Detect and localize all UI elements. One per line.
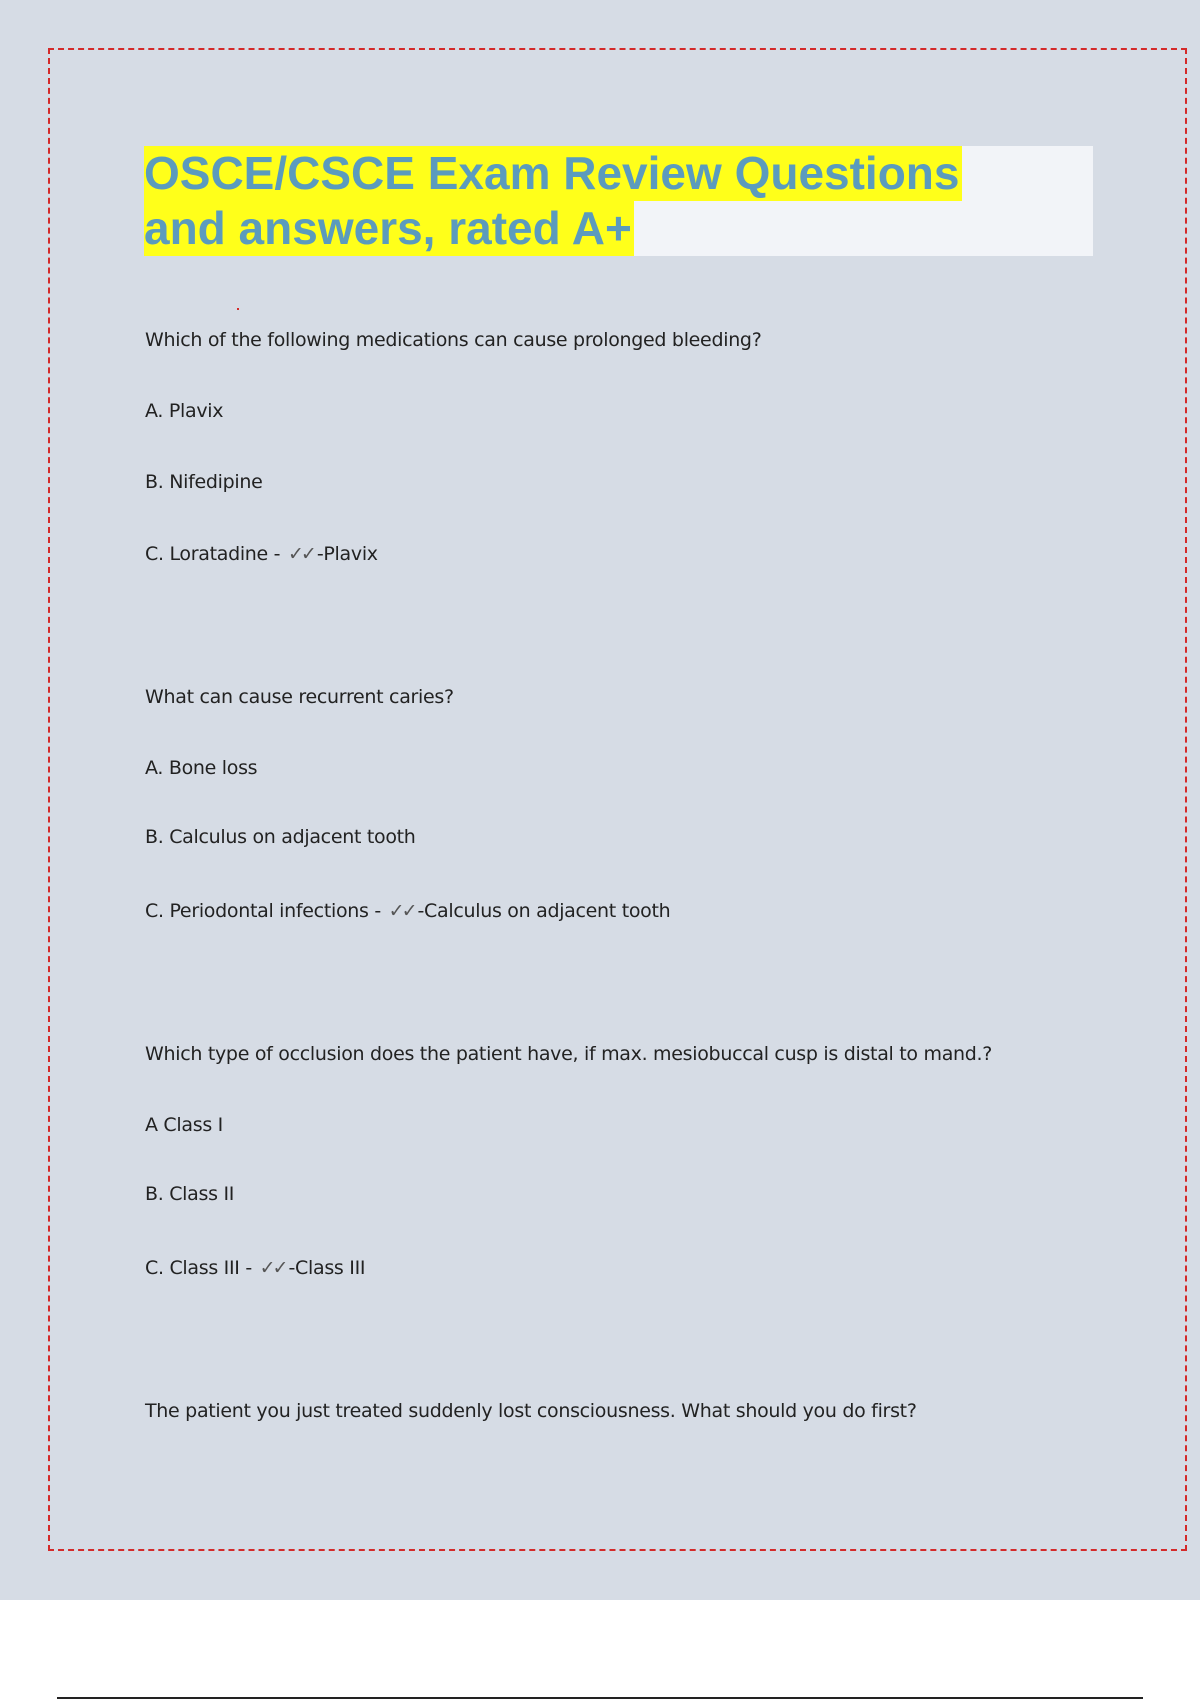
title-line-2: and answers, rated A+ — [144, 202, 632, 254]
question-1-text: Which of the following medications can cause prolonged bleeding? — [145, 329, 762, 351]
question-3-option-a: A Class I — [145, 1114, 223, 1136]
question-1-option-a: A. Plavix — [145, 400, 224, 422]
option-c-label: C. Class III - — [145, 1257, 252, 1279]
stray-dot — [237, 308, 239, 310]
double-check-icon: ✓✓ — [388, 900, 415, 922]
question-2-option-b: B. Calculus on adjacent tooth — [145, 826, 416, 848]
option-c-label: C. Loratadine - — [145, 543, 281, 565]
answer-text: -Plavix — [316, 543, 378, 565]
answer-text: -Class III — [288, 1257, 366, 1279]
question-2-text: What can cause recurrent caries? — [145, 686, 454, 708]
question-3-option-b: B. Class II — [145, 1183, 235, 1205]
question-3-text: Which type of occlusion does the patient have, if max. mesiobuccal cusp is distal to mand.? — [145, 1043, 993, 1065]
question-2-option-c — [145, 900, 670, 922]
footer-divider — [57, 1697, 1143, 1699]
question-1-option-b: B. Nifedipine — [145, 471, 263, 493]
page-border — [48, 48, 1187, 1551]
double-check-icon: ✓✓ — [259, 1257, 286, 1279]
question-4-text: The patient you just treated suddenly lost consciousness. What should you do first? — [145, 1400, 917, 1422]
title-line-1: OSCE/CSCE Exam Review Questions — [144, 147, 960, 199]
document-title — [144, 146, 1093, 256]
double-check-icon: ✓✓ — [288, 543, 314, 565]
question-1-option-c — [145, 543, 378, 565]
option-c-label: C. Periodontal infections - — [145, 900, 381, 922]
question-3-option-c — [145, 1257, 365, 1279]
question-2-option-a: A. Bone loss — [145, 757, 258, 779]
answer-text: -Calculus on adjacent tooth — [417, 900, 671, 922]
